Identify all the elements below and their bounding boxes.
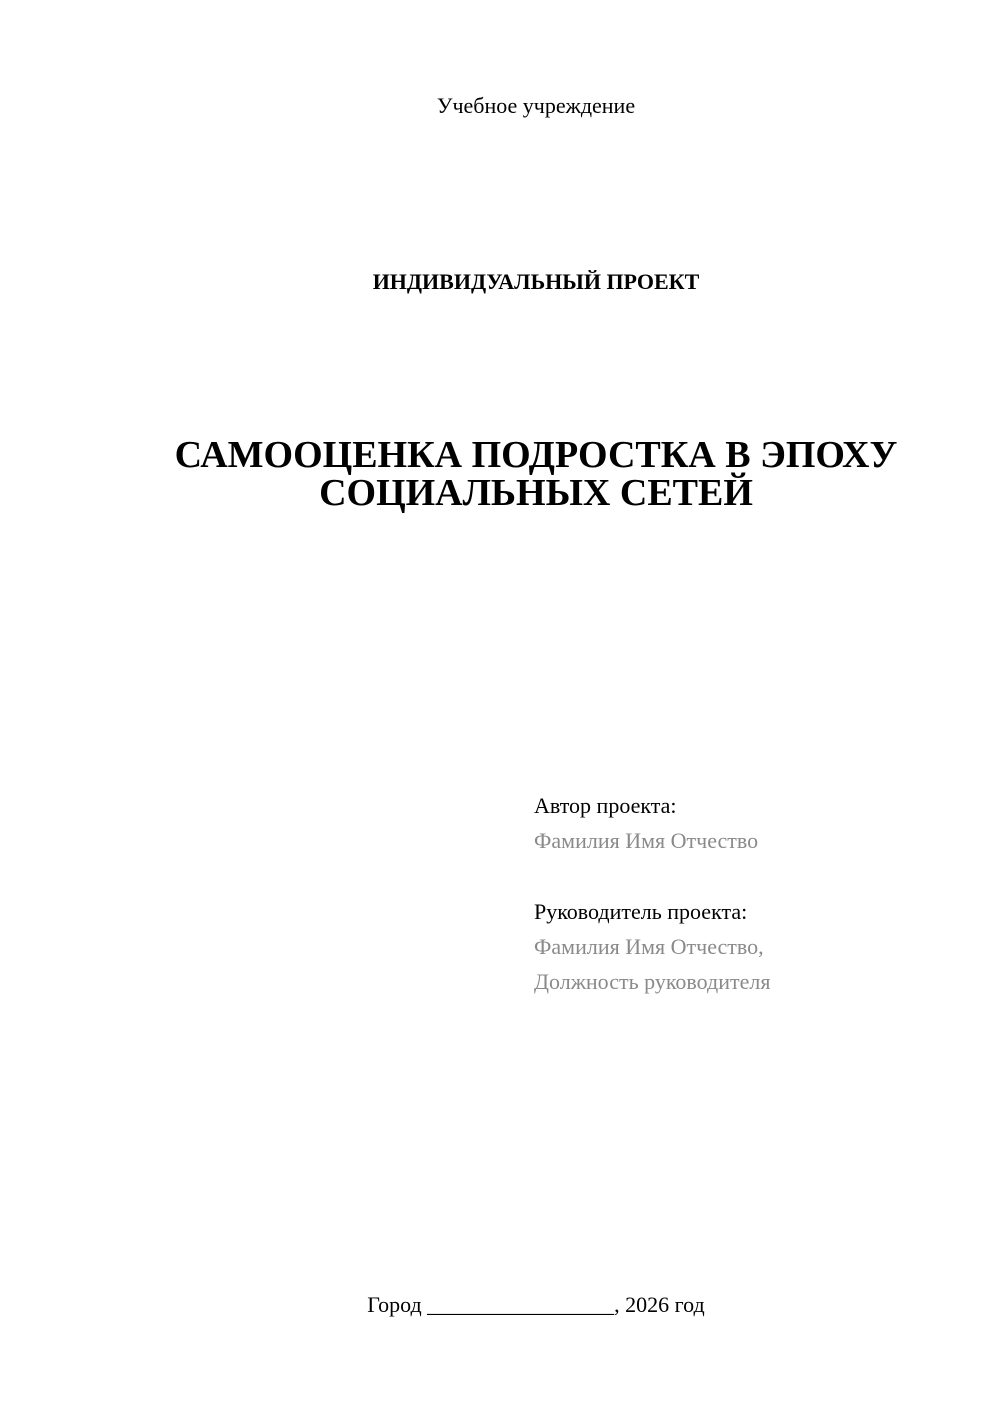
project-title-line-2: СОЦИАЛЬНЫХ СЕТЕЙ: [319, 472, 753, 514]
credits-spacer: [534, 858, 974, 894]
supervisor-position: Должность руководителя: [534, 969, 771, 994]
project-title-line-1: САМООЦЕНКА ПОДРОСТКА В ЭПОХУ: [174, 434, 898, 476]
document-type-heading: ИНДИВИДУАЛЬНЫЙ ПРОЕКТ: [372, 269, 700, 294]
supervisor-label: Руководитель проекта:: [534, 899, 748, 924]
author-label: Автор проекта:: [534, 793, 677, 818]
city-year-line: Город _________________, 2026 год: [367, 1292, 705, 1317]
institution-name: Учебное учреждение: [436, 93, 636, 118]
credits-block: [534, 788, 974, 999]
author-name: Фамилия Имя Отчество: [534, 828, 759, 853]
supervisor-name: Фамилия Имя Отчество,: [534, 934, 764, 959]
project-title: [0, 436, 1000, 512]
